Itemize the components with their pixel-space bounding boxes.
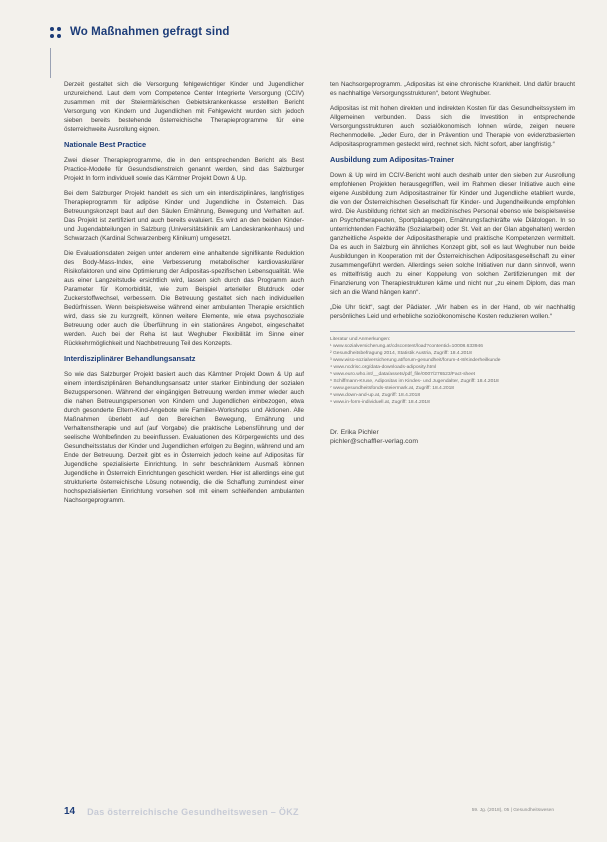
paragraph: So wie das Salzburger Projekt basiert auch das Kärntner Projekt Down & Up auf einem interdisziplinären Behandlungsansatz unter starker Einbindung der sozialen Bezugspersonen. Während der eingängigen Betreuung werden immer wieder auch die nahen Betreuungspersonen von Kindern und Jugendlichen einbezogen, etwa durch gesonderte Eltern-Kind-Angebote wie Familien-Workshops und Aktionen. Alle Maßnahmen überlebt auf den Bereichen Bewegung, Ernährung und Verhaltenstherapie und auf (auf Vorgabe) die praktische Lebensführung und der seelische Wohlbefinden zu beeinflussen. Evaluationen des Körpergewichts und des Gesundheitsstatus der Kinder und Jugendlichen erfolgen zu Beginn, während und am Ende der Betreuung. Derzeit gibt es in Österreich jedoch keine auf Adipositas für Jugendliche spezialisierte Einrichtung. In sehr beschränktem Ausmaß können Jugendliche in Österreich Einrichtungen geschickt werden. Hier ist allerdings eine gut strukturierte österreichische Lösung notwendig, die die Schaffung zumindest einer hochspezialisierten Einrichtung vorsehen soll mit einem schleifenden ambulanten Nachsorgeprogramm. [64, 371, 304, 504]
author-name: Dr. Erika Pichler [330, 429, 379, 436]
grid-dots-icon [50, 27, 61, 38]
page-footer [64, 806, 584, 817]
footnote: ⁹ www.in-form-individuell.at, Zugriff: 18.4.2018 [330, 400, 430, 405]
vertical-rule [50, 48, 51, 78]
paragraph: Derzeit gestaltet sich die Versorgung fehlgewichtiger Kinder und Jugendlicher unzureichend. Laut dem vom Competence Center Integrierte Versorgung (CCIV) zusammen mit der Steiermärkischen Gebietskrankenkasse erstellten Bericht Versorgung von Kindern und Jugendlichen mit Fehlgewicht wurden sich jedoch sieben bereits bestehende österreichische Therapieprogramme für eine österreichweite Ausrollung eignen. [64, 81, 304, 133]
journal-title: Das österreichische Gesundheitswesen – ÖKZ [87, 806, 299, 817]
right-column [330, 80, 575, 446]
footnote: ² Gesundheitsbefragung 2014, Statistik Austria, Zugriff: 18.4.2018 [330, 351, 472, 356]
left-column [64, 80, 304, 511]
paragraph: Adipositas ist mit hohen direkten und indirekten Kosten für das Gesundheitssystem im Allgemeinen verbunden. Dass sich die Investition in entsprechende Versorgungsstrukturen auch sozialökonomisch lohnen würde, zeigen neuere Rechenmodelle. „Jeder Euro, der in Prävention und Therapie von evidenzbasierten Adipositasprogrammen gesteckt wird, rechnet sich. Nicht sofort, aber langfristig.“ [330, 105, 575, 148]
subheading: Ausbildung zum Adipositas-Trainer [330, 155, 455, 164]
page-number: 14 [64, 806, 76, 817]
paragraph: Bei dem Salzburger Projekt handelt es sich um ein interdisziplinäres, langfristiges Therapieprogramm für adipöse Kinder und Jugendliche in Österreich. Das Betreuungskonzept baut auf den Säulen Ernährung, Bewegung und Verhalten auf. Das Projekt ist zertifiziert und auch bereits evaluiert. Es wird an den beiden Kinder- und Jugendabteilungen in Salzburg (Universitätsklinik am Landeskrankenhaus) und Schwarzach (Kardinal Schwarzenberg Klinikum) umgesetzt. [64, 190, 304, 242]
paragraph: Die Evaluationsdaten zeigen unter anderem eine anhaltende signifikante Reduktion des Body-Mass-Index, eine Verbesserung metabolischer kardiovaskulärer Risikofaktoren und eine Optimierung der Adipositas-spezifischen Lebensqualität. Wie aus einer Langzeitstudie ersichtlich wird, lassen sich durch das Programm auch Parameter für Komorbidität, wie zum Beispiel arterieller Blutdruck oder Zuckerstoffwechsel, verbessern. Die Betreuung gestaltet sich nach individuellen Bedürfnissen. Wenn beispielsweise während einer ambulanten Therapie ersichtlich wird, dass sie zu kurzgreift, können weitere Elemente, wie etwa psychosoziale Betreuung oder auch die Überführung in ein stationäres Angebot, eingeschaltet werden. Auch bei der Reha ist laut Weghuber Flexibilität im Sinne einer Rückkehrmöglichkeit und Nachbetreuung Teil des Konzepts. [64, 250, 304, 347]
paragraph: ten Nachsorgeprogramm. „Adipositas ist eine chronische Krankheit. Und dafür braucht es nachhaltige Versorgungsstrukturen“, betont Weghuber. [330, 81, 575, 97]
footnote: ¹ www.sozialversicherung.at/cdscontent/load?contentid=10008.633946 [330, 344, 483, 349]
author-block [330, 428, 575, 446]
footnotes [330, 331, 575, 406]
paragraph: Down & Up wird im CCIV-Bericht wohl auch deshalb unter den sieben zur Ausrollung empfohlenen Projekten herausgegriffen, weil im Rahmen dieser Initiative auch eine eigene Ausbildung zum Adipositastrainer für Kinder und Jugendliche etabliert wurde, die von der Österreichischen Gesellschaft für Kinder- und Jugendheilkunde empfohlen wird. Die Ausbildung richtet sich an medizinisches Personal ebenso wie beispielsweise an Psychotherapeuten, Sportpädagogen, Ernährungsfachkräfte wie Diätologen. In so unterrichtenden Fachkräfte (Sozialarbeit) oder St. Veit an der Glan abgehalten) werden ganzheitliche Aspekte der Adipositastherapie und praktische Kompetenzen vermittelt. Da es auch in Salzburg ein ähnliches Konzept gibt, soll es laut Weghuber nun beide Ausbildungen in Kooperation mit der Österreichischen Adipositasgesellschaft zu einer zusammengeführt werden. Allerdings seien solche Initiativen nur dann sinnvoll, wenn es mittelfristig auch zu einer Koppelung von solchen Zertifizierungen mit der Finanzierung von Therapiestrukturen käme und nicht nur „zu einem Diplom, das man sich an die Wand hängen kann“. [330, 172, 575, 296]
footnote: ⁶ Schiffmann-Kruse, Adipositas im Kindes- und Jugendalter, Zugriff: 18.4.2018 [330, 379, 499, 384]
author-email: pichler@schaffler-verlag.com [330, 438, 418, 445]
subheading: Nationale Best Practice [64, 140, 147, 149]
footnote: ⁸ www.down-and-up.at, Zugriff: 18.4.2018 [330, 393, 421, 398]
footnote: ⁵ www.euro.who.int/__data/assets/pdf_file/0007/276523/Fact-sheet [330, 372, 476, 377]
paragraph: „Die Uhr tickt“, sagt der Pädiater. „Wir haben es in der Hand, ob wir nachhaltig persönliches Leid und erhebliche sozioökonomische Kosten reduzieren wollen.“ [330, 304, 575, 320]
paragraph: Zwei dieser Therapieprogramme, die in den entsprechenden Bericht als Best Practice-Modelle für Gesundsdienstreich genannt werden, sind das Salzburger Projekt In form individuell sowie das Kärntner Projekt Down & Up. [64, 157, 304, 182]
issue-info: 59. Jg. (2018), 05 | Gesundheitswesen [471, 808, 554, 813]
footnote: ⁴ www.ncdrisc.org/data-downloads-adiposity.html [330, 365, 437, 370]
section-header [50, 22, 229, 42]
footnote: Literatur und Anmerkungen: [330, 337, 391, 342]
footnote: ⁷ www.gesundheitsfonds-steiermark.at, Zugriff: 18.4.2018 [330, 386, 455, 391]
subheading: Interdisziplinärer Behandlungsansatz [64, 354, 196, 363]
section-title: Wo Maßnahmen gefragt sind [70, 26, 230, 38]
footnote: ³ www.wiso-sozialversicherung.at/forum-gesundheit/forum-4-8/Kinderheilkunde [330, 358, 501, 363]
